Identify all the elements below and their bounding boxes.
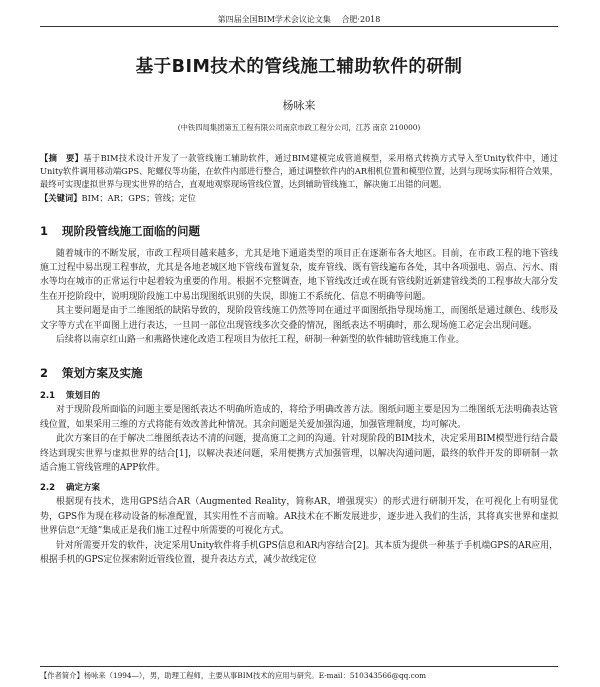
keywords xyxy=(40,192,558,205)
section-number: 1 xyxy=(40,223,49,238)
conference-name: 第四届全国BIM学术会议论文集 xyxy=(217,15,331,24)
paragraph: 对于现阶段所面临的问题主要是图纸表达不明确所造成的，将给予明确改善方法。图纸问题主要是因为二维图纸无法明确表达管线位置，如果采用三维的方式将能有效改善此种情况。其余问题是关爱加强沟通，加强管理制度，均可解决。 xyxy=(40,405,558,430)
conference-location: 合肥·2018 xyxy=(341,15,381,24)
paragraph: 随着城市的不断发展，市政工程项目越来越多，尤其是地下通道类型的项目正在逐渐布各大地区。目前，在市政工程的地下管线施工过程中易出现工程事故，尤其是各地老城区地下管线布置复杂，废弃管线、既有管线遍布各处，其中各项强电、弱点、污水、雨水等均在城市的正常运行中起着较为重要的作用。根据不完整调查，地下管线改迁或在既有管线附近新建管线类的工程事故大部分发生在开挖阶段中，说明现阶段施工中易出现图纸识别的失误，即施工不系统化、信息不明确等问题。 xyxy=(40,248,558,302)
section-2-heading xyxy=(40,365,558,381)
author-affiliation: (中铁四局集团第五工程有限公司南京市政工程分公司，江苏 南京 210000) xyxy=(177,123,421,132)
paragraph: 根据现有技术，选用GPS结合AR（Augmented Reality，简称AR，增强现实）的形式进行研制开发，在可视化上有明显优势，GPS作为现在移动设备的标准配置，其实用性不言而喻。AR技术在不断发展进步，逐步进入我们的生活，其将真实世界和虚拟世界信息“无缝”集成正是我们施工过程中所需要的可视化方式。 xyxy=(40,497,558,537)
subsection-title: 确定方案 xyxy=(66,483,101,494)
running-head xyxy=(40,0,558,27)
subsection-number: 2.1 xyxy=(40,391,56,402)
subsection-number: 2.2 xyxy=(40,483,56,494)
subsection-2-1-heading xyxy=(40,389,558,401)
abstract-text: 基于BIM技术设计开发了一款管线施工辅助软件，通过BIM建模完成管道模型，采用格式转换方式导入至Unity软件中，通过Unity软件调用移动端GPS、陀螺仪等功能，在软件内部进行整合，通过调整软件内的AR相机位置和模型位置，达到与现场实际相符合效果，最终可实现虚拟世界与现实世界的结合，直观地观察现场管线位置，达到辅助管线施工，解决施工出错的问题。 xyxy=(40,153,558,190)
paragraph: 针对所需要开发的软件，决定采用Unity软件将手机GPS信息和AR内容结合[2]。其本质为提供一种基于手机端GPS的AR应用，根据手机的GPS定位探索附近管线位置，提升表达方式，减少故线定位 xyxy=(40,540,558,566)
author-footnote: 【作者简介】杨咏来（1994—），男，助理工程师，主要从事BIM技术的应用与研究。E-mail：510343566@qq.com xyxy=(40,666,558,681)
subsection-title: 策划目的 xyxy=(66,391,101,402)
abstract xyxy=(40,152,558,192)
paragraph: 此次方案目的在于解决二维图纸表达不清的问题，提高施工之间的沟通。针对现阶段的BIM技术，决定采用BIM模型进行结合最终达到现实世界与虚拟世界的结合[1]，以解决表述问题，采用便携方式加强管理，以解决沟通问题，最终的软件开发的即研制一款适合施工管线管理的APP软件。 xyxy=(40,434,558,474)
keywords-label: 【关键词】 xyxy=(40,192,82,203)
abstract-label: 【摘 要】 xyxy=(40,153,84,163)
paragraph: 后续将以南京红山路一和燕路快速化改造工程项目为依托工程，研制一种新型的软件辅助管线施工作业。 xyxy=(56,335,465,346)
section-1-heading xyxy=(40,223,558,239)
subsection-2-2-heading xyxy=(40,481,558,493)
paper-title: 基于BIM技术的管线施工辅助软件的研制 xyxy=(135,57,463,77)
section-number: 2 xyxy=(40,366,49,381)
section-title: 策划方案及实施 xyxy=(62,366,143,381)
section-title: 现阶段管线施工面临的问题 xyxy=(62,223,200,238)
paragraph: 其主要问题是由于二维图纸的缺陷导致的，现阶段管线施工仍然等同在通过平面图纸指导现场施工，而图纸是通过颜色、线形及文字等方式在平面图上进行表达，一旦同一部位出现管线多次交叠的情况，图纸表达不明确时，那么现场施工必定会出现问题。 xyxy=(40,306,558,331)
keywords-text: BIM；AR；GPS；管线；定位 xyxy=(81,192,196,203)
author-name: 杨咏来 xyxy=(282,99,316,112)
